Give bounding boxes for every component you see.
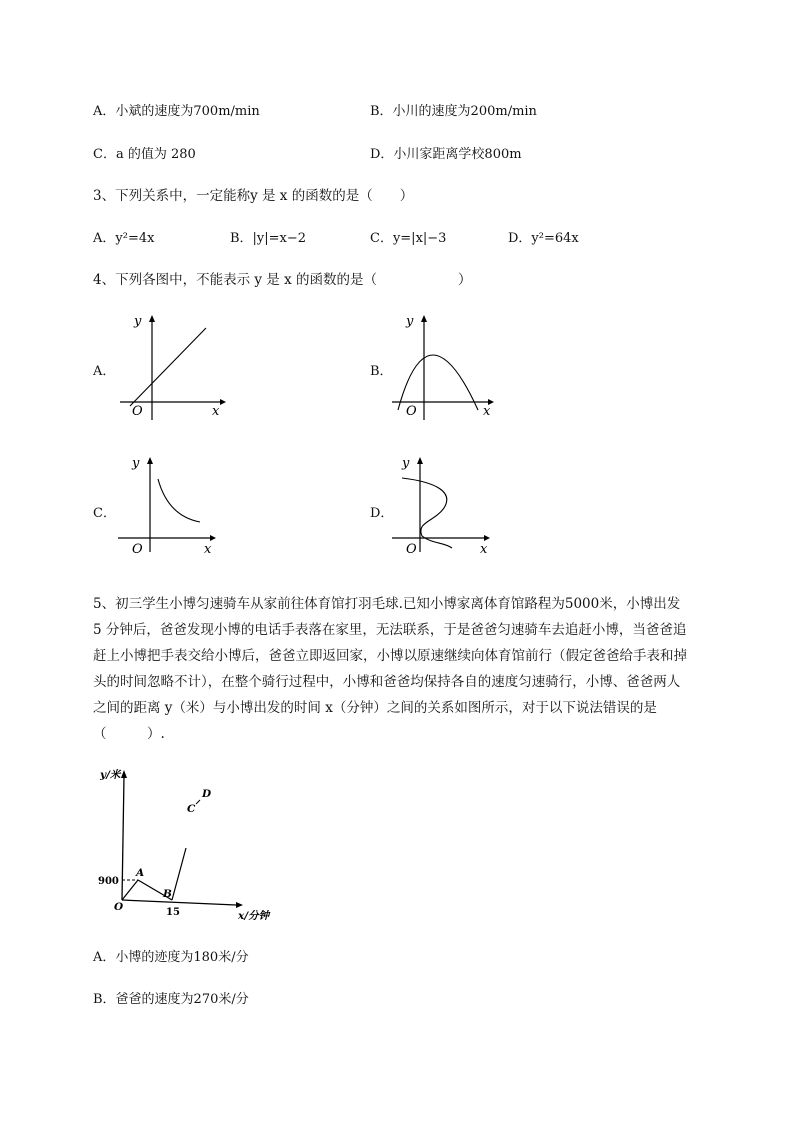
q5-option-b: B．爸爸的速度为270米/分 <box>93 992 249 1007</box>
segment-cd <box>196 800 200 804</box>
function-curve <box>130 328 206 406</box>
q3-option-d: D．y²=64x <box>508 231 579 246</box>
q4-graph-b <box>388 310 508 420</box>
q3-option-b: B．|y|=x−2 <box>230 231 307 246</box>
q5-stem-line-5: 之间的距离 y（米）与小博出发的时间 x（分钟）之间的关系如图所示，对于以下说法错误的是 <box>93 700 657 716</box>
q4-label-d: D． <box>370 506 394 521</box>
q3-option-a: A．y²=4x <box>93 231 155 246</box>
q4-label-a: A． <box>93 364 116 379</box>
q5-stem-line-1: 5、初三学生小博匀速骑车从家前往体育馆打羽毛球.已知小博家离体育馆路程为5000米，小博出发 <box>93 596 681 612</box>
x-axis-label: x <box>483 404 491 419</box>
x-axis-label: x <box>212 404 220 419</box>
q5-stem-line-6: （ ）. <box>93 726 165 742</box>
y-axis-label: y <box>132 456 140 471</box>
origin-label: O <box>132 404 143 419</box>
q4-graph-c <box>112 452 232 562</box>
q2-option-b: B．小川的速度为200m/min <box>370 104 537 119</box>
x-tick-15: 15 <box>166 907 180 918</box>
y-axis-label: y <box>134 314 142 329</box>
q4-graph-a <box>112 310 232 420</box>
origin-label: O <box>406 542 417 557</box>
y-axis-arrow <box>417 457 423 464</box>
x-axis-label: x/分钟 <box>238 910 270 922</box>
x-axis-arrow <box>220 399 226 405</box>
x-axis-arrow <box>210 535 216 541</box>
x-axis-label: x <box>204 542 212 557</box>
q2-option-d: D．小川家距离学校800m <box>370 147 522 162</box>
origin-label: O <box>132 542 143 557</box>
q3-stem: 3、下列关系中，一定能称y 是 x 的函数的是（ ） <box>93 188 414 204</box>
origin-label: O <box>406 404 417 419</box>
x-axis-arrow <box>236 902 243 908</box>
y-axis <box>122 776 124 900</box>
q5-graph <box>96 762 286 922</box>
q5-stem-line-3: 赶上小博把手表交给小博后，爸爸立即返回家，小博以原速继续向体育馆前行（假定爸爸给手表和掉 <box>93 648 687 664</box>
y-axis-arrow <box>421 315 427 322</box>
y-axis-arrow <box>149 315 155 322</box>
x-axis <box>122 900 236 905</box>
point-b-label: B <box>163 888 172 900</box>
q4-stem: 4、下列各图中，不能表示 y 是 x 的函数的是（ ） <box>93 272 472 288</box>
segment-oa <box>122 880 138 900</box>
point-a-label: A <box>136 867 145 879</box>
q5-stem-line-2: 5 分钟后，爸爸发现小博的电话手表落在家里，无法联系，于是爸爸匀速骑车去追赶小博，当爸爸追 <box>93 622 687 638</box>
y-tick-900: 900 <box>98 876 119 887</box>
y-axis-arrow <box>121 770 127 778</box>
q5-option-a: A．小博的迹度为180米/分 <box>93 950 249 965</box>
q4-label-c: C． <box>93 506 116 521</box>
y-axis-label: y <box>406 314 414 329</box>
segment-b-up <box>172 848 186 900</box>
y-axis-label: y/米 <box>100 769 121 781</box>
x-axis-arrow <box>484 535 490 541</box>
point-d-label: D <box>202 788 212 800</box>
q2-option-a: A．小斌的速度为700m/min <box>93 104 260 119</box>
q4-label-b: B． <box>370 364 393 379</box>
q3-option-c: C．y=|x|−3 <box>370 231 447 246</box>
y-axis-arrow <box>147 457 153 464</box>
origin-label: O <box>114 901 124 913</box>
point-c-label: C <box>187 803 196 815</box>
q5-stem-line-4: 头的时间忽略不计），在整个骑行过程中，小博和爸爸均保持各自的速度匀速骑行，小博、爸爸两人 <box>93 674 681 690</box>
x-axis-label: x <box>480 542 488 557</box>
q2-option-c: C．a 的值为 280 <box>93 147 196 162</box>
q4-graph-d <box>388 452 508 562</box>
function-curve <box>158 479 200 522</box>
y-axis-label: y <box>402 456 410 471</box>
